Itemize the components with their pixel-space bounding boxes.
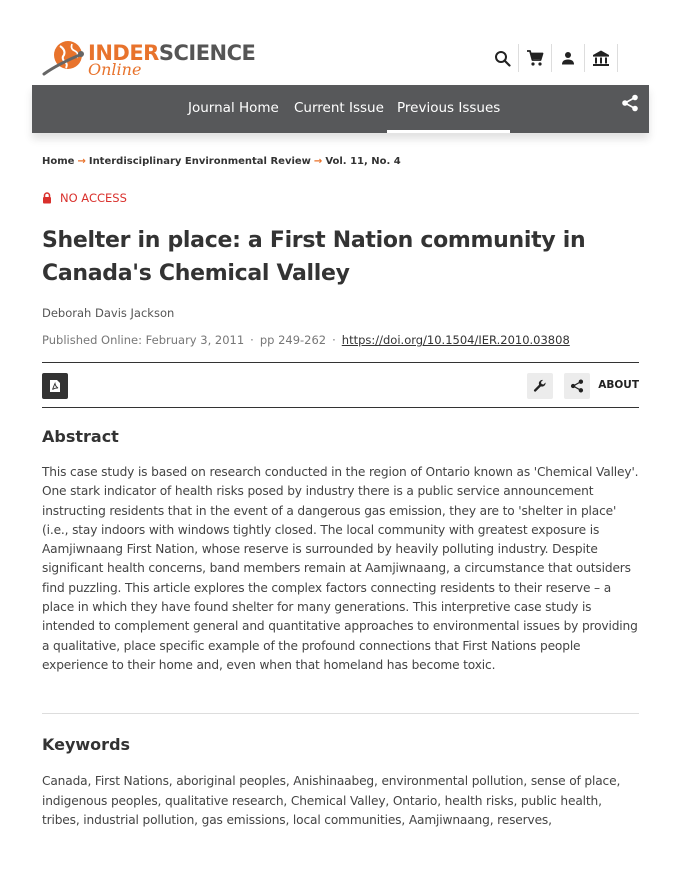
site-header: [0, 0, 680, 85]
institution-button[interactable]: [585, 44, 618, 72]
publication-info: [42, 333, 570, 347]
breadcrumb-issue[interactable]: Vol. 11, No. 4: [325, 156, 401, 167]
article-title: Shelter in place: a First Nation community in Canada's Chemical Valley: [42, 228, 586, 286]
search-button[interactable]: [486, 44, 519, 72]
published-date: Published Online: February 3, 2011: [42, 333, 245, 347]
access-label: NO ACCESS: [60, 191, 127, 205]
keywords-heading: Keywords: [42, 735, 131, 754]
keywords-text: Canada, First Nations, aboriginal peoples, Anishinaabeg, environmental pollution, sense of place, indigenous peoples, qualitative research, Chemical Valley, Ontario, health risks, public health, tribes, industrial pollution, gas emissions, local communities, Aamjiwnaang, reserves,: [42, 774, 621, 827]
pdf-button[interactable]: [42, 373, 68, 399]
logo-subtitle: Online: [88, 60, 142, 79]
abstract-text: This case study is based on research conducted in the region of Ontario known as 'Chemical Valley'. One stark indicator of health risks posed by industry there is a public service announcement instructing residents that in the event of a dangerous gas emission, they are to 'shelter in place' (i.e., stay indoors with windows tightly closed. The local community with greatest exposure is Aamjiwnaang First Nation, whose reserve is surrounded by heavily polluting industry. Despite significant health concerns, band members remain at Aamjiwnaang, a circumstance that outsiders find puzzling. This article explores the complex factors connecting residents to their reserve – a place in which they have found shelter for many generations. This interpretive case study is intended to complement general and quantitative approaches to environmental issues by providing a qualitative, place specific example of the profound connections that First Nations people experience to their home and, even when that homeland has become toxic.: [42, 465, 639, 672]
lock-icon: [42, 192, 52, 204]
nav-previous-issues[interactable]: Previous Issues: [387, 85, 510, 133]
dot-separator: ·: [332, 333, 336, 347]
institution-icon: [592, 49, 610, 67]
breadcrumb: [42, 156, 401, 167]
breadcrumb-separator: →: [313, 156, 323, 167]
cart-icon: [526, 49, 544, 67]
search-icon: [494, 50, 511, 67]
abstract-heading: Abstract: [42, 427, 119, 446]
share-icon: [621, 94, 639, 112]
nav-current-issue[interactable]: Current Issue: [294, 100, 384, 116]
globe-logo-icon: [42, 38, 88, 78]
share-button[interactable]: [564, 373, 590, 399]
tools-button[interactable]: [527, 373, 553, 399]
inderscience-logo[interactable]: [42, 38, 256, 82]
nav-journal-home[interactable]: Journal Home: [188, 100, 279, 116]
user-icon: [561, 51, 575, 65]
pdf-icon: [49, 379, 61, 393]
section-divider: [42, 713, 639, 714]
breadcrumb-separator: →: [77, 156, 86, 167]
logo-wordmark: INDERSCIENCE: [88, 41, 256, 65]
account-button[interactable]: [552, 44, 585, 72]
article-author[interactable]: Deborah Davis Jackson: [42, 306, 175, 320]
article-toolbar: [42, 362, 639, 408]
breadcrumb-journal[interactable]: Interdisciplinary Environmental Review: [88, 156, 311, 167]
page-range: pp 249-262: [259, 333, 327, 347]
breadcrumb-home[interactable]: Home: [42, 156, 75, 167]
nav-share-button[interactable]: [621, 94, 639, 116]
journal-navbar: [32, 85, 649, 133]
share-icon: [570, 379, 584, 393]
about-button[interactable]: ABOUT: [598, 379, 639, 391]
dot-separator: ·: [250, 333, 254, 347]
header-icon-bar: [486, 44, 618, 72]
access-status: [42, 191, 127, 205]
doi-link[interactable]: https://doi.org/10.1504/IER.2010.03808: [341, 333, 570, 347]
wrench-icon: [533, 379, 547, 393]
cart-button[interactable]: [519, 44, 552, 72]
